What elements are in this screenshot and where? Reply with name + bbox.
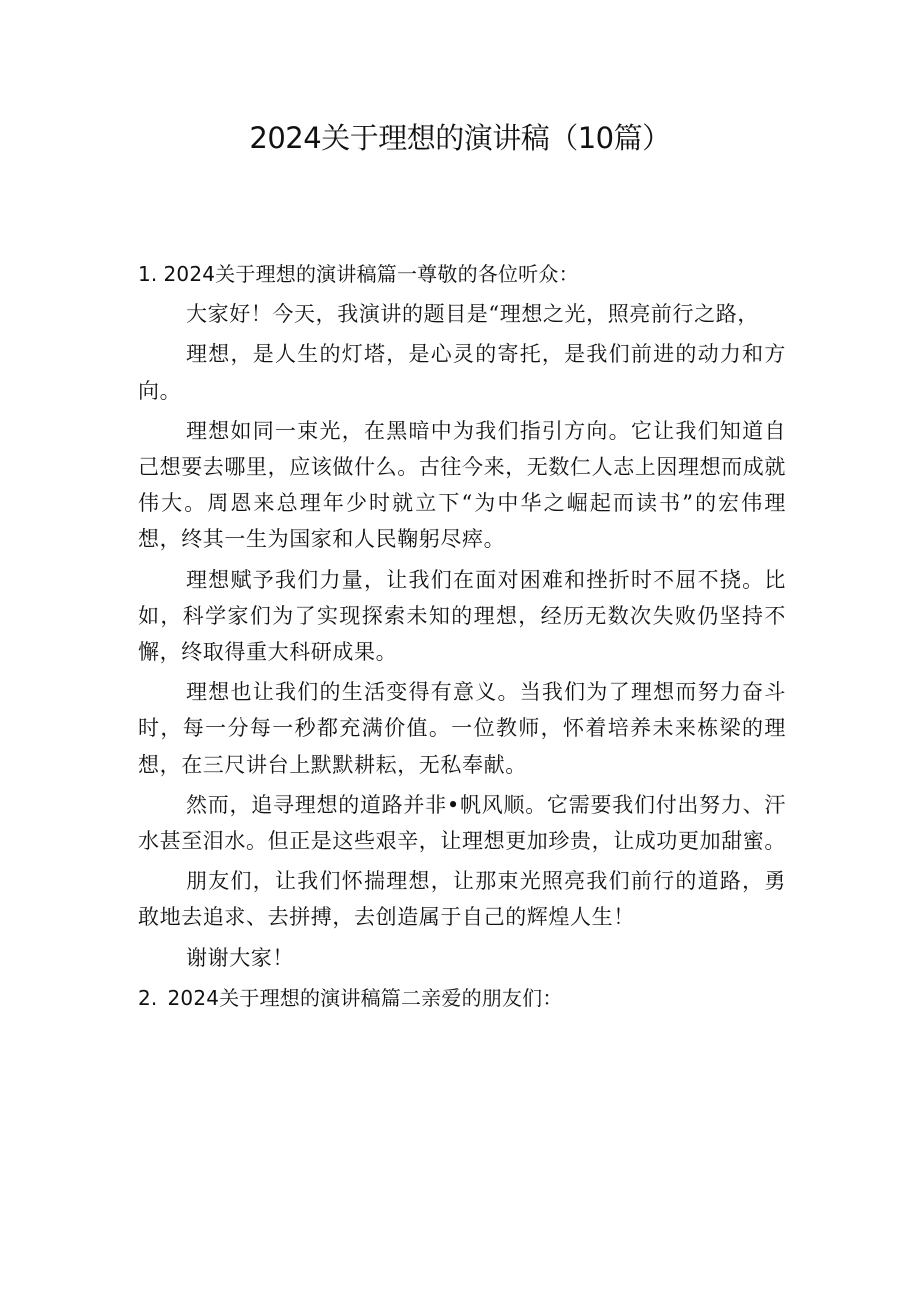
document-title: 2024关于理想的演讲稿（10篇） [249, 121, 671, 155]
paragraph-greeting: 大家好！今天，我演讲的题目是“理想之光，照亮前行之路， [186, 302, 759, 327]
document-body [138, 256, 786, 1016]
paragraph-strength: 理想赋予我们力量，让我们在面对困难和挫折时不屈不挠。比如，科学家们为了实现探索未知的理想，经历无数次失败仍坚持不懈，终取得重大科研成果。 [138, 567, 786, 665]
section-number-1: 1. [138, 262, 158, 286]
paragraph-call-to-action: 朋友们，让我们怀揣理想，让那束光照亮我们前行的道路，勇敢地去追求、去拼搏，去创造属于自己的辉煌人生！ [138, 869, 786, 930]
section-heading-text-2: 2024关于理想的演讲稿篇二亲爱的朋友们： [167, 985, 563, 1010]
section-heading-2 [138, 980, 786, 1016]
section-number-2: 2. [138, 985, 158, 1010]
paragraph-meaning: 理想也让我们的生活变得有意义。当我们为了理想而努力奋斗时，每一分每一秒都充满价值。一位教师，怀着培养未来栋梁的理想，在三尺讲台上默默耕耘，无私奉献。 [138, 680, 786, 777]
paragraph-thanks: 谢谢大家！ [186, 945, 294, 970]
paragraph-hardship: 然而，追寻理想的道路并非•帆风顺。它需要我们付出努力、汗水甚至泪水。但正是这些艰辛，让理想更加珍贵，让成功更加甜蜜。 [138, 792, 786, 854]
section-heading-1 [138, 256, 786, 292]
paragraph-definition: 理想，是人生的灯塔，是心灵的寄托，是我们前进的动力和方向。 [138, 342, 786, 403]
section-heading-text-1: 2024关于理想的演讲稿篇一尊敬的各位听众： [163, 262, 579, 286]
paragraph-light: 理想如同一束光，在黑暗中为我们指引方向。它让我们知道自己想要去哪里，应该做什么。古往今来，无数仁人志上因理想而成就伟大。周恩来总理年少时就立下“为中华之崛起而读书”的宏伟理想，终其一生为国家和人民鞠躬尽瘁。 [138, 418, 786, 552]
